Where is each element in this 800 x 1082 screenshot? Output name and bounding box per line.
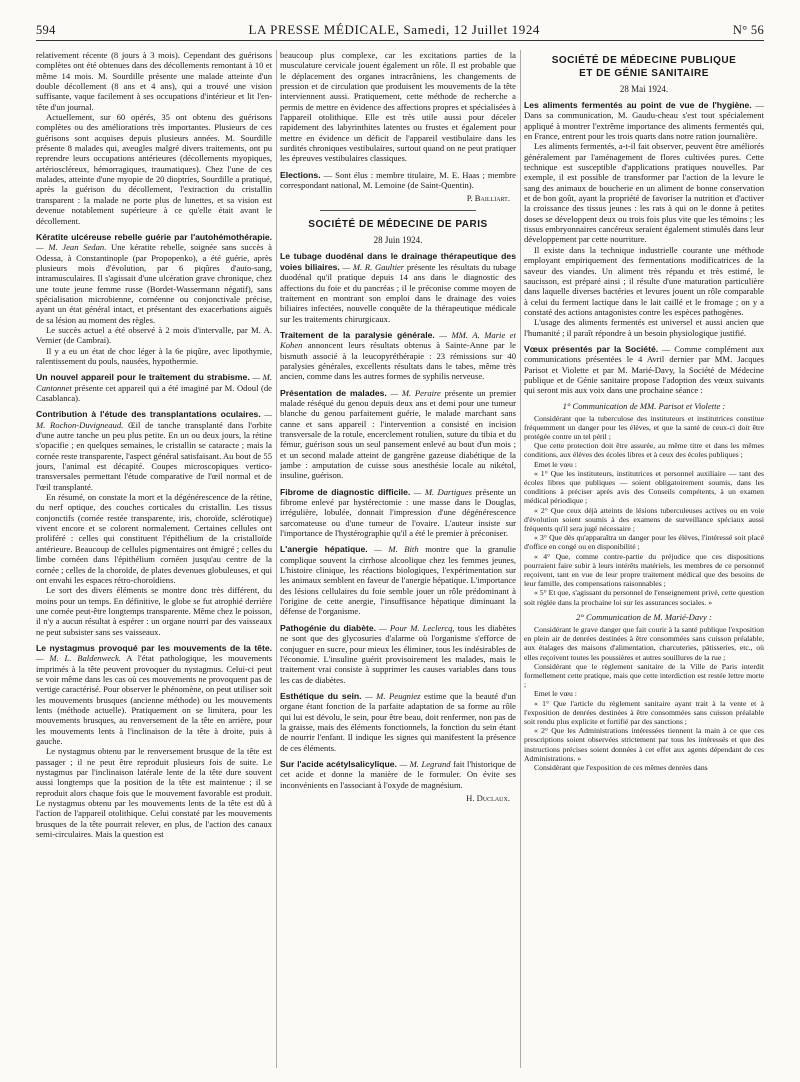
article-heading: Sur l'acide acétylsalicylique. xyxy=(280,758,397,769)
paragraph: Les aliments fermentés, a-t-il fait observer, peuvent être améliorés généralement par l'aménagement de flores cultivées pures. Cette technique est susceptible d'applications pratiques nouvelles. Par exemple, il est possible de transformer par l'action de la levure le sang des animaux de boucherie en un aliment de bonne conservation et de bon goût, ayant la propriété de favoriser la nutrition et d'activer la croissance des tissus jeunes : les rats à qui on le donne à petites doses se développent deux ou trois fois plus vite que les témoins ; les tissus embryonnaires cancéreux seraient également stimulés dans leur développement par cette nourriture. xyxy=(524,141,764,245)
society-heading-line2: ET DE GÉNIE SANITAIRE xyxy=(579,68,709,79)
article-heading: Fibrome de diagnostic difficile. xyxy=(280,486,411,497)
paragraph: Considérant que le règlement sanitaire de la Ville de Paris interdit formellement cette pratique, mais que cette interdiction est restée lettre morte ; xyxy=(524,661,764,690)
paragraph: Actuellement, sur 60 opérés, 35 ont obtenu des guérisons complètes ou des améliorations très importantes. Plusieurs de ces guérisons sont acquises depuis plusieurs années. M. Sourdille présente 8 malades qui, aveugles malgré divers traitements, ont pu reprendre leurs occupations antérieures (décollements myopiques, artérioscléreux, hémorragiques, traumatiques). Chez l'une de ces malades, atteinte d'une myopie de 20 dioptries, Sourdille a pratiqué, après la guérison du décollement, l'extraction du cristallin transparent : la malade ne porte plus de lunettes, et sa vision est devenue notablement supérieure à ce qu'elle était avant le décollement. xyxy=(36,112,272,226)
column-2 xyxy=(280,50,516,1074)
paragraph: Il existe dans la technique industrielle courante une méthode employant empiriquement des fermentations modificatrices de la saveur des viandes. Un aliment très répandu et très estimé, le saucisson, est préparé ainsi ; il résulte d'une maturation particulière dans laquelle diverses bactéries et levures jouent un rôle comparable à celui du ferment lactique dans le lait caillé et le fromage ; on y a constaté des actions antagonistes contre les espèces pathogènes. xyxy=(524,244,764,317)
article-author: — M. Legrand xyxy=(396,758,451,769)
article-author: — M. Peugniez xyxy=(361,690,421,701)
article-sein: Esthétique du sein. — M. Peugniez estime que la beauté d'un organe étant fonction de la parfaite adaptation de sa forme au rôle qui lui est dévolu, le sein, pour être beau, doit renfermer, non pas de la graisse, mais des éléments fonctionnels, la fonction du sein étant de nourrir l'enfant. Il indique les signes qui manifestent la présence de ces éléments. xyxy=(280,690,516,753)
article-heading: Présentation de malades. xyxy=(280,387,387,398)
article-tubage: Le tubage duodénal dans le drainage thérapeutique des voies biliaires. — M. R. Gaultier présente les résultats du tubage duodénal qu'il pratique depuis 14 ans dans le diagnostic des affections du foie et du pancréas ; il le préconise comme moyen de traitement en montrant son emploi dans le drainage des voies biliaires infectées, nouvelle conquête de la thérapeutique médicale sur les traitements chirurgicaux. xyxy=(280,251,516,324)
subsection-heading: 2° Communication de M. Marié-Davy : xyxy=(576,611,712,622)
article-keratite: Kératite ulcéreuse rebelle guérie par l'autohémothérapie. — M. Jean Sedan. Une kératite rebelle, soignée sans succès à Odessa, à Constantinople (par Propopenko), a été guérie, après plusieurs mois d'évolution, par 6 piqûres d'auto-sang, intramusculaires. Il s'agissait d'une ulcération grave chronique, chez une toute jeune femme russe (Bordet-Wassermann négatif), sans spécialisation microbienne, cornéenne ou conjonctivale précise, ayant un état général intact, et présentant des exacerbations aiguës de sa lésion au moment des règles. xyxy=(36,231,272,325)
article-heading: Les aliments fermentés au point de vue de l'hygiène. xyxy=(524,100,752,110)
article-author: — Pour M. Leclercq, xyxy=(376,622,455,633)
article-heading: Contribution à l'étude des transplantations oculaires. xyxy=(36,409,261,420)
signature: H. Duclaux. xyxy=(466,792,510,803)
paragraph: Emet le vœu : xyxy=(534,459,577,469)
article-heading: Traitement de la paralysie générale. xyxy=(280,329,435,340)
paragraph: beaucoup plus complexe, car les excitations parties de la musculature cervicale jouent également un rôle. Il est probable que le déplacement des organes intracrâniens, les changements de pression et de circulation que produisent les mouvements de la tête interviennent aussi. Pratiquement, cette méthode de recherche a permis de mettre en évidence des affections propres et spécialisées à l'appareil otolithique. Elle est très utile aussi pour déceler rapidement des labyrinthites latentes ou frustes et également pour mettre en évidence un déficit de l'appareil vestibulaire dans les surdités chroniques vestibulaires, surtout quand on ne peut pratiquer les épreuves vestibulaires classiques. xyxy=(280,50,516,164)
paragraph: L'usage des aliments fermentés est universel et aussi ancien que l'humanité ; il paraît répondre à un besoin physiologique justifié. xyxy=(524,317,764,338)
article-author: — M. R. Gaultier xyxy=(339,261,405,272)
column-1 xyxy=(36,50,272,1074)
article-heading: Esthétique du sein. xyxy=(280,690,362,701)
article-voeux: Vœux présentés par la Société. — Comme complément aux communications présentées le 4 Avril dernier par MM. Jacques Parisot et Violette et par M. Marié-Davy, la Société de Médecine publique et de Génie sanitaire propose l'adoption des vœux suivants qui seront mis aux voix dans une prochaine séance : xyxy=(524,343,764,396)
columns xyxy=(36,50,764,1074)
section-rule xyxy=(320,210,476,211)
article-malades: Présentation de malades. — M. Peraire présente un premier malade réséqué du genou depuis deux ans et demi pour une tumeur blanche du genou parfaitement guérie, le malade marchant sans canne et sans appareil : l'intervention a consisté en incision transversale de la rotule, encerclement rotulien, suture du tibia et du fémur, guérison sous un seul pansement enlevé au bout d'un mois ; et un second malade atteint de gangrène gazeuse diabétique de la jambe : amputation de cuisse sous anesthésie locale au nikétol, insuline, guérison. xyxy=(280,387,516,481)
paragraph: Le sort des divers éléments se montre donc très différent, du moins pour un temps. En définitive, le globe se fut atrophié derrière une cornée peut-être longtemps transparente. Même chez le poisson, il n'y a aucun résultat à espérer : un organe nourri par des vaisseaux ne peut subsister sans ses vaisseaux. xyxy=(36,585,272,637)
issue-number: N° 56 xyxy=(732,23,764,37)
article-heading: L'anergie hépatique. xyxy=(280,544,368,555)
article-fibrome: Fibrome de diagnostic difficile. — M. Dartigues présente un fibrome enlevé par hystérectomie : une masse dans le Douglas, irrégulière, lobulée, donnait l'impression d'une dégénérescence sarcomateuse ou d'une tumeur de l'ovaire. L'auteur insiste sur l'importance de l'hystérographie qu'il a été le premier à préconiser. xyxy=(280,486,516,539)
article-author: — M. Bith xyxy=(367,544,419,555)
article-heading: Un nouvel appareil pour le traitement du strabisme. xyxy=(36,372,250,383)
paragraph: Que cette protection doit être assurée, au même titre et dans les mêmes conditions, aux élèves des écoles libres et à ceux des écoles publiques ; xyxy=(524,441,764,460)
paragraph: « 4° Que, comme contre-partie du préjudice que ces dispositions pourraient faire subir à leurs intérêts matériels, les membres de ce personnel reçoivent, tant en vue de leur propre traitement médical que des besoins de leur famille, des compensations raisonnables ; xyxy=(524,551,764,589)
article-author: — M. L. Baldenweck. xyxy=(36,653,121,664)
page-header xyxy=(36,22,764,38)
subsection-heading: 1° Communication de MM. Parisot et Violette : xyxy=(562,400,726,411)
article-acide: Sur l'acide acétylsalicylique. — M. Legrand fait l'historique de cet acide et donne la manière de le formuler. On évite ses inconvénients en l'associant à l'oxyde de magnésium. xyxy=(280,758,516,790)
paragraph: « 1° Que les instituteurs, institutrices et personnel auxiliaire — tant des écoles libres que publiques — soient obligatoirement soumis, dans les conditions à préciser après avis des Conseils compétents, à un examen médical périodique ; xyxy=(524,468,764,506)
article-diabete: Pathogénie du diabète. — Pour M. Leclercq, tous les diabètes ne sont que des glycosuries d'alarme où l'organisme s'efforce de conjuguer en sucre, pour mieux les éliminer, tous les indésirables de l'économie. L'insuline guérit provisoirement les malades, mais le traitement vrai consiste à supprimer les causes variables dans tous les cas de diabètes. xyxy=(280,622,516,685)
article-heading: Kératite ulcéreuse rebelle guérie par l'autohémothérapie. xyxy=(36,231,272,242)
paragraph: En résumé, on constate la mort et la dégénérescence de la rétine, du nerf optique, des couches corticales du cristallin. Les tissus conjonctifs (cornée restée transparente, iris, choroïde, sclérotique) vivent encore et se colorent normalement. Certaines cellules ont proliféré : celles qui constituent l'épithélium de la cristalloïde antérieure. Beaucoup de cellules pigmentaires ont émigré ; celles du limbe cornéen dans l'épithélium cornéen jusqu'au centre de la cornée ; celles de la choroïde, de plates devenues globuleuses, et qui ont envahi les espaces rétro-choroïdiens. xyxy=(36,492,272,585)
paragraph: Considérant que la tuberculose des instituteurs et institutrices constitue fréquemment un danger pour les élèves, et que la santé de ceux-ci doit être protégée contre un tel péril ; xyxy=(524,413,764,442)
paragraph: Il y a eu un état de choc léger à la 6e piqûre, avec lipothymie, ralentissement du pouls, nausées, hypothermie. xyxy=(36,345,272,366)
journal-title: LA PRESSE MÉDICALE, Samedi, 12 Juillet 1924 xyxy=(248,22,541,37)
article-anergie: L'anergie hépatique. — M. Bith montre que la granulie complique souvent la cirrhose alcoolique chez les femmes jeunes, L'histoire clinique, les réactions biologiques, l'expérimentation sur les animaux semblent en faveur de l'anergie hépatique. L'importance des lésions cellulaires du foie semble jouer un rôle prédominant à l'origine de cette anergie, l'insuffisance hépatique diminuant la défense de l'organisme. xyxy=(280,544,516,617)
article-author: — M. Dartigues xyxy=(410,486,472,497)
article-author: — M. Rochon-Duvigneaud. xyxy=(36,409,272,430)
society-heading: SOCIÉTÉ DE MÉDECINE PUBLIQUE xyxy=(551,55,737,66)
article-paralysie: Traitement de la paralysie générale. — MM. A. Marie et Kohen annoncent leurs résultats obtenus à Sainte-Anne par le bismuth associé à la leucopyréthérapie : 23 rémissions sur 40 paralysies générales, excellents résultats dans le tabes, même très ancien, comme dans les autres formes de syphilis nerveuse. xyxy=(280,329,516,382)
column-3 xyxy=(524,50,764,1074)
article-elections: Elections. — Sont élus : membre titulaire, M. E. Haas ; membre correspondant national, M. Lemoine (de Saint-Quentin). xyxy=(280,169,516,191)
session-date: 28 Mai 1924. xyxy=(619,84,669,94)
article-nystagmus: Le nystagmus provoqué par les mouvements de la tête. — M. L. Baldenweck. A l'état pathologique, les mouvements imprimés à la tête peuvent provoquer du nystagmus. Celui-ci peut se voir même dans les cas où ces mouvements ne provoquent pas de vertige caractérisé. Pour observer le phénomène, on peut utiliser soit les mouvements brusques (ancienne méthode) ou les mouvements lents (méthode actuelle). Pratiquement on se limitera, pour les mouvements brusques, au renversement de la tête en arrière, pour les mouvements lents à l'inclinaison de la tête à droite, puis à gauche. xyxy=(36,642,272,746)
paragraph: Le nystagmus obtenu par le renversement brusque de la tête est passager ; il ne peut être reproduit plusieurs fois de suite. Le nystagmus par l'inclinaison latérale lente de la tête dure souvent aussi longtemps que la position de la tête est maintenue ; il se reproduit alors chaque fois que le mouvement favorable est produit. Le nystagmus obtenu par les mouvements lents de la tête est dû à l'action de l'appareil otolithique. Celui constaté par les mouvements brusques de la tête pourrait relever, en plus, de l'action des canaux semi-circulaires. Mais la question est xyxy=(36,746,272,840)
paragraph: « 2° Que les Administrations intéressées tiennent la main à ce que ces prescriptions soient observées strictement par tous les intéressés et que des instructions précises soient données à cet effet aux agents dépendant de ces Administrations. » xyxy=(524,726,764,763)
article-author: — M. Jean Sedan. xyxy=(36,242,107,253)
article-heading: Elections. xyxy=(280,169,321,180)
society-heading: SOCIÉTÉ DE MÉDECINE DE PARIS xyxy=(308,219,488,231)
voeux-list-2 xyxy=(524,625,764,772)
article-author: — MM. A. Marie et Kohen xyxy=(280,329,516,351)
article-heading: Le tubage duodénal dans le drainage thérapeutique des voies biliaires. xyxy=(280,251,516,272)
article-heading: Le nystagmus provoqué par les mouvements de la tête. xyxy=(36,642,272,653)
paragraph: Le succès actuel a été observé à 2 mois d'intervalle, par M. A. Vernier (de Cambrai). xyxy=(36,324,272,346)
article-author: — M. Peraire xyxy=(386,387,441,398)
article-aliments: Les aliments fermentés au point de vue de l'hygiène. — Dans sa communication, M. Gaudu-cheau s'est tout spécialement appliqué à montrer l'extrême importance des aliments fermentés qui, en France, entrent pour les trois quarts dans notre ration journalière. xyxy=(524,100,764,142)
paragraph: Considérant que l'exposition de ces mêmes denrées dans xyxy=(534,762,708,772)
signature: P. Bailliart. xyxy=(466,193,510,204)
paragraph: relativement récente (8 jours à 3 mois). Cependant des guérisons complètes ont été obtenues dans des décollements remontant à 10 et même 14 mois. M. Sourdille présente une malade atteinte d'un double décollement (8 ans et 4 ans), qui a trouvé une vision suffisante, vaque facilement à ses occupations d'intérieur et lit l'en-tête d'un journal. xyxy=(36,50,272,112)
article-strabisme: Un nouvel appareil pour le traitement du strabisme. — M. Cantonnet présente cet appareil qui a été imaginé par M. Odoul (de Casablanca). xyxy=(36,372,272,403)
paragraph: « 2° Que ceux déjà atteints de lésions tuberculeuses actives ou en voie d'évolution soient soumis à des examens de surveillance spéciaux aussi fréquents qu'il sera jugé nécessaire ; xyxy=(524,505,764,534)
article-author: — M. Cantonnet xyxy=(36,372,272,393)
paragraph: « 1° Que l'article du règlement sanitaire ayant trait à la vente et à l'exposition de denrées destinées à être consommées sans cuisson préalable soit rendu plus explicite et fortifié par des sanctions ; xyxy=(524,698,764,726)
article-transplantations: Contribution à l'étude des transplantations oculaires. — M. Rochon-Duvigneaud. Œil de tanche transplanté dans l'orbite d'une autre tanche un peu plus petite. En un ou deux jours, la rétine s'opacifie ; en quelques semaines, le cristallin se cataracte ; mais la cornée reste transparente, l'aspect général satisfaisant. Au bout de 55 jours, l'animal est décapité. Coupes microscopiques vertico-transversales permettant l'étude comparative de l'œil normal et de l'œil transplanté. xyxy=(36,409,272,492)
paragraph: Emet le vœu : xyxy=(534,689,577,699)
paragraph: « 3° Que dès qu'apparaîtra un danger pour les élèves, l'intéressé soit placé d'office en congé ou en disponibilité ; xyxy=(524,533,764,552)
article-heading: Pathogénie du diabète. xyxy=(280,622,377,633)
paragraph: « 5° Et que, s'agissant du personnel de l'enseignement privé, cette question soit réglée dans la prochaine loi sur les assurances sociales. » xyxy=(524,588,764,607)
paragraph: Considérant le grave danger que fait courir à la santé publique l'exposition en plein air de denrées destinées à être consommées sans cuisson préalable, aux étalages des maisons d'alimentation, charcuteries, pâtisseries, etc., où elles reçoivent toutes les poussières et autres souillures de la rue ; xyxy=(524,624,764,662)
page-number: 594 xyxy=(36,23,56,37)
voeux-list-1 xyxy=(524,414,764,607)
header-rule xyxy=(36,40,764,41)
session-date: 28 Juin 1924. xyxy=(373,235,423,246)
article-heading: Vœux présentés par la Société. xyxy=(524,343,659,354)
